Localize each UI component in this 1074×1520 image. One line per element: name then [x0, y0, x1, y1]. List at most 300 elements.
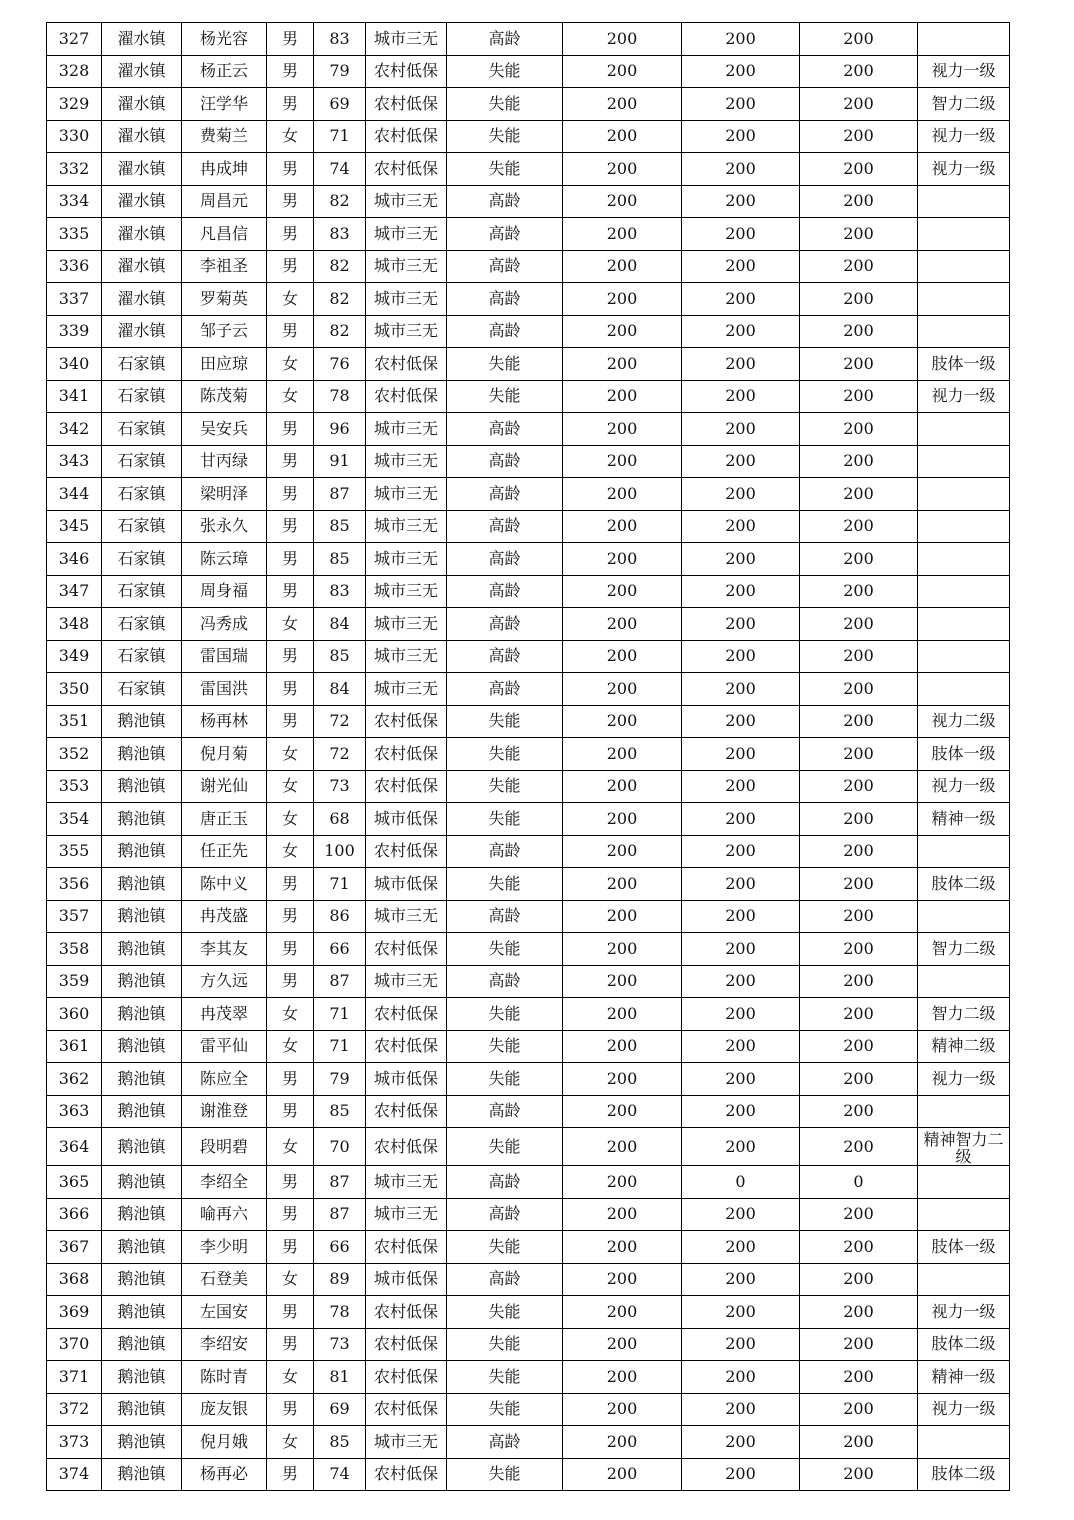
serial-number-cell: 346 [47, 543, 102, 576]
amount-cell-1: 200 [563, 1458, 682, 1491]
gender-cell: 男 [267, 965, 314, 998]
age-cell: 68 [314, 803, 366, 836]
name-cell: 唐正玉 [182, 803, 267, 836]
serial-number-cell: 364 [47, 1128, 102, 1166]
name-cell: 方久远 [182, 965, 267, 998]
table-row [47, 413, 1010, 446]
gender-cell: 女 [267, 1030, 314, 1063]
type-cell: 失能 [447, 803, 563, 836]
serial-number-cell: 357 [47, 900, 102, 933]
serial-number-cell: 347 [47, 575, 102, 608]
gender-cell: 女 [267, 1426, 314, 1459]
age-cell: 86 [314, 900, 366, 933]
amount-cell-3: 200 [800, 900, 918, 933]
amount-cell-2: 200 [682, 348, 800, 381]
type-cell: 失能 [447, 705, 563, 738]
type-cell: 失能 [447, 1458, 563, 1491]
age-cell: 66 [314, 1231, 366, 1264]
name-cell: 杨正云 [182, 55, 267, 88]
serial-number-cell: 356 [47, 868, 102, 901]
name-cell: 倪月菊 [182, 738, 267, 771]
type-cell: 高龄 [447, 510, 563, 543]
town-cell: 濯水镇 [102, 250, 182, 283]
amount-cell-3: 200 [800, 413, 918, 446]
serial-number-cell: 361 [47, 1030, 102, 1063]
table-row [47, 933, 1010, 966]
town-cell: 濯水镇 [102, 283, 182, 316]
amount-cell-3: 200 [800, 218, 918, 251]
amount-cell-2: 200 [682, 55, 800, 88]
serial-number-cell: 373 [47, 1426, 102, 1459]
amount-cell-1: 200 [563, 1063, 682, 1096]
disability-cell: 精神智力二级 [918, 1128, 1010, 1166]
category-cell: 城市三无 [366, 283, 447, 316]
type-cell: 高龄 [447, 218, 563, 251]
amount-cell-3: 200 [800, 640, 918, 673]
age-cell: 73 [314, 1328, 366, 1361]
disability-cell [918, 315, 1010, 348]
amount-cell-3: 200 [800, 1231, 918, 1264]
town-cell: 鹅池镇 [102, 738, 182, 771]
table-row [47, 1393, 1010, 1426]
table-row [47, 965, 1010, 998]
age-cell: 78 [314, 1296, 366, 1329]
town-cell: 鹅池镇 [102, 1198, 182, 1231]
disability-cell: 视力二级 [918, 705, 1010, 738]
gender-cell: 男 [267, 185, 314, 218]
serial-number-cell: 342 [47, 413, 102, 446]
category-cell: 城市低保 [366, 1063, 447, 1096]
disability-cell: 精神一级 [918, 803, 1010, 836]
table-row [47, 1231, 1010, 1264]
type-cell: 高龄 [447, 543, 563, 576]
type-cell: 高龄 [447, 23, 563, 56]
amount-cell-1: 200 [563, 315, 682, 348]
name-cell: 雷平仙 [182, 1030, 267, 1063]
town-cell: 濯水镇 [102, 315, 182, 348]
gender-cell: 男 [267, 543, 314, 576]
disability-cell [918, 478, 1010, 511]
table-row [47, 1361, 1010, 1394]
table-row [47, 1263, 1010, 1296]
disability-cell: 肢体二级 [918, 1458, 1010, 1491]
type-cell: 失能 [447, 380, 563, 413]
name-cell: 杨再必 [182, 1458, 267, 1491]
age-cell: 78 [314, 380, 366, 413]
amount-cell-1: 200 [563, 705, 682, 738]
name-cell: 杨再林 [182, 705, 267, 738]
gender-cell: 女 [267, 770, 314, 803]
town-cell: 鹅池镇 [102, 770, 182, 803]
amount-cell-1: 200 [563, 348, 682, 381]
beneficiary-table [46, 22, 1010, 1491]
serial-number-cell: 343 [47, 445, 102, 478]
town-cell: 濯水镇 [102, 23, 182, 56]
category-cell: 城市三无 [366, 23, 447, 56]
gender-cell: 女 [267, 738, 314, 771]
name-cell: 陈茂菊 [182, 380, 267, 413]
serial-number-cell: 349 [47, 640, 102, 673]
town-cell: 石家镇 [102, 673, 182, 706]
amount-cell-3: 200 [800, 510, 918, 543]
amount-cell-1: 200 [563, 1328, 682, 1361]
gender-cell: 女 [267, 1128, 314, 1166]
table-row [47, 478, 1010, 511]
serial-number-cell: 335 [47, 218, 102, 251]
amount-cell-3: 200 [800, 965, 918, 998]
amount-cell-3: 200 [800, 315, 918, 348]
category-cell: 城市三无 [366, 445, 447, 478]
age-cell: 85 [314, 543, 366, 576]
town-cell: 鹅池镇 [102, 900, 182, 933]
gender-cell: 女 [267, 380, 314, 413]
amount-cell-1: 200 [563, 380, 682, 413]
amount-cell-1: 200 [563, 510, 682, 543]
amount-cell-1: 200 [563, 1128, 682, 1166]
serial-number-cell: 371 [47, 1361, 102, 1394]
amount-cell-1: 200 [563, 575, 682, 608]
name-cell: 倪月娥 [182, 1426, 267, 1459]
table-row [47, 803, 1010, 836]
amount-cell-3: 200 [800, 1296, 918, 1329]
amount-cell-1: 200 [563, 1393, 682, 1426]
amount-cell-1: 200 [563, 998, 682, 1031]
amount-cell-3: 200 [800, 1063, 918, 1096]
type-cell: 失能 [447, 120, 563, 153]
amount-cell-2: 200 [682, 965, 800, 998]
disability-cell [918, 1166, 1010, 1199]
amount-cell-1: 200 [563, 120, 682, 153]
amount-cell-3: 200 [800, 738, 918, 771]
serial-number-cell: 332 [47, 153, 102, 186]
disability-cell [918, 1095, 1010, 1128]
serial-number-cell: 344 [47, 478, 102, 511]
type-cell: 失能 [447, 1296, 563, 1329]
category-cell: 农村低保 [366, 738, 447, 771]
name-cell: 李绍全 [182, 1166, 267, 1199]
serial-number-cell: 372 [47, 1393, 102, 1426]
age-cell: 76 [314, 348, 366, 381]
age-cell: 96 [314, 413, 366, 446]
table-row [47, 315, 1010, 348]
table-row [47, 250, 1010, 283]
serial-number-cell: 340 [47, 348, 102, 381]
amount-cell-2: 200 [682, 738, 800, 771]
category-cell: 农村低保 [366, 120, 447, 153]
amount-cell-2: 200 [682, 88, 800, 121]
town-cell: 鹅池镇 [102, 1263, 182, 1296]
town-cell: 鹅池镇 [102, 1128, 182, 1166]
category-cell: 城市三无 [366, 413, 447, 446]
disability-cell [918, 543, 1010, 576]
name-cell: 任正先 [182, 835, 267, 868]
name-cell: 冯秀成 [182, 608, 267, 641]
amount-cell-3: 200 [800, 1030, 918, 1063]
name-cell: 冉茂翠 [182, 998, 267, 1031]
table-row [47, 543, 1010, 576]
amount-cell-2: 200 [682, 770, 800, 803]
amount-cell-3: 200 [800, 803, 918, 836]
amount-cell-2: 200 [682, 1296, 800, 1329]
type-cell: 失能 [447, 88, 563, 121]
name-cell: 陈应全 [182, 1063, 267, 1096]
gender-cell: 女 [267, 120, 314, 153]
disability-cell: 智力二级 [918, 933, 1010, 966]
age-cell: 85 [314, 640, 366, 673]
name-cell: 陈中义 [182, 868, 267, 901]
town-cell: 鹅池镇 [102, 998, 182, 1031]
name-cell: 张永久 [182, 510, 267, 543]
serial-number-cell: 360 [47, 998, 102, 1031]
amount-cell-1: 200 [563, 770, 682, 803]
disability-cell: 视力一级 [918, 1296, 1010, 1329]
disability-cell: 肢体一级 [918, 1231, 1010, 1264]
category-cell: 城市三无 [366, 185, 447, 218]
town-cell: 石家镇 [102, 543, 182, 576]
age-cell: 82 [314, 283, 366, 316]
town-cell: 鹅池镇 [102, 1393, 182, 1426]
category-cell: 农村低保 [366, 153, 447, 186]
amount-cell-3: 200 [800, 348, 918, 381]
amount-cell-2: 0 [682, 1166, 800, 1199]
category-cell: 农村低保 [366, 1030, 447, 1063]
age-cell: 79 [314, 1063, 366, 1096]
amount-cell-3: 200 [800, 673, 918, 706]
serial-number-cell: 369 [47, 1296, 102, 1329]
gender-cell: 男 [267, 510, 314, 543]
name-cell: 庞友银 [182, 1393, 267, 1426]
serial-number-cell: 366 [47, 1198, 102, 1231]
age-cell: 83 [314, 23, 366, 56]
gender-cell: 男 [267, 1393, 314, 1426]
age-cell: 84 [314, 608, 366, 641]
table-row [47, 998, 1010, 1031]
amount-cell-1: 200 [563, 478, 682, 511]
age-cell: 81 [314, 1361, 366, 1394]
category-cell: 城市三无 [366, 315, 447, 348]
gender-cell: 女 [267, 1361, 314, 1394]
amount-cell-1: 200 [563, 1426, 682, 1459]
type-cell: 高龄 [447, 1263, 563, 1296]
category-cell: 农村低保 [366, 55, 447, 88]
age-cell: 74 [314, 153, 366, 186]
table-row [47, 1426, 1010, 1459]
serial-number-cell: 339 [47, 315, 102, 348]
gender-cell: 男 [267, 1198, 314, 1231]
disability-cell [918, 1426, 1010, 1459]
name-cell: 周身福 [182, 575, 267, 608]
type-cell: 高龄 [447, 673, 563, 706]
age-cell: 87 [314, 1198, 366, 1231]
name-cell: 田应琼 [182, 348, 267, 381]
type-cell: 失能 [447, 1128, 563, 1166]
serial-number-cell: 327 [47, 23, 102, 56]
disability-cell: 智力二级 [918, 998, 1010, 1031]
table-row [47, 673, 1010, 706]
gender-cell: 男 [267, 1063, 314, 1096]
type-cell: 高龄 [447, 900, 563, 933]
amount-cell-1: 200 [563, 445, 682, 478]
category-cell: 农村低保 [366, 705, 447, 738]
disability-cell [918, 413, 1010, 446]
amount-cell-2: 200 [682, 120, 800, 153]
amount-cell-3: 200 [800, 575, 918, 608]
town-cell: 濯水镇 [102, 120, 182, 153]
amount-cell-2: 200 [682, 250, 800, 283]
town-cell: 鹅池镇 [102, 1296, 182, 1329]
amount-cell-3: 200 [800, 250, 918, 283]
type-cell: 高龄 [447, 835, 563, 868]
amount-cell-1: 200 [563, 868, 682, 901]
table-row [47, 445, 1010, 478]
type-cell: 失能 [447, 1030, 563, 1063]
name-cell: 梁明泽 [182, 478, 267, 511]
town-cell: 鹅池镇 [102, 1095, 182, 1128]
type-cell: 失能 [447, 1361, 563, 1394]
category-cell: 城市三无 [366, 218, 447, 251]
category-cell: 农村低保 [366, 1328, 447, 1361]
serial-number-cell: 358 [47, 933, 102, 966]
name-cell: 李祖圣 [182, 250, 267, 283]
age-cell: 70 [314, 1128, 366, 1166]
type-cell: 失能 [447, 55, 563, 88]
name-cell: 冉成坤 [182, 153, 267, 186]
amount-cell-1: 200 [563, 900, 682, 933]
gender-cell: 男 [267, 1458, 314, 1491]
gender-cell: 女 [267, 803, 314, 836]
category-cell: 城市三无 [366, 1426, 447, 1459]
disability-cell: 肢体二级 [918, 868, 1010, 901]
name-cell: 汪学华 [182, 88, 267, 121]
amount-cell-1: 200 [563, 283, 682, 316]
town-cell: 濯水镇 [102, 185, 182, 218]
name-cell: 罗菊英 [182, 283, 267, 316]
serial-number-cell: 336 [47, 250, 102, 283]
category-cell: 城市三无 [366, 900, 447, 933]
type-cell: 失能 [447, 933, 563, 966]
amount-cell-2: 200 [682, 218, 800, 251]
gender-cell: 男 [267, 1095, 314, 1128]
table-row [47, 1063, 1010, 1096]
category-cell: 城市低保 [366, 868, 447, 901]
disability-cell [918, 640, 1010, 673]
disability-cell: 肢体一级 [918, 348, 1010, 381]
name-cell: 李绍安 [182, 1328, 267, 1361]
amount-cell-2: 200 [682, 575, 800, 608]
name-cell: 邹子云 [182, 315, 267, 348]
serial-number-cell: 341 [47, 380, 102, 413]
disability-cell: 肢体二级 [918, 1328, 1010, 1361]
town-cell: 鹅池镇 [102, 1231, 182, 1264]
age-cell: 85 [314, 510, 366, 543]
amount-cell-1: 200 [563, 835, 682, 868]
amount-cell-1: 200 [563, 965, 682, 998]
disability-cell: 视力一级 [918, 153, 1010, 186]
amount-cell-3: 200 [800, 1198, 918, 1231]
amount-cell-3: 200 [800, 23, 918, 56]
disability-cell: 视力一级 [918, 55, 1010, 88]
gender-cell: 男 [267, 153, 314, 186]
gender-cell: 男 [267, 575, 314, 608]
gender-cell: 男 [267, 250, 314, 283]
disability-cell: 视力一级 [918, 120, 1010, 153]
amount-cell-2: 200 [682, 1426, 800, 1459]
amount-cell-2: 200 [682, 1458, 800, 1491]
gender-cell: 男 [267, 478, 314, 511]
table-row [47, 575, 1010, 608]
category-cell: 农村低保 [366, 1361, 447, 1394]
age-cell: 66 [314, 933, 366, 966]
amount-cell-3: 200 [800, 543, 918, 576]
serial-number-cell: 352 [47, 738, 102, 771]
name-cell: 段明碧 [182, 1128, 267, 1166]
type-cell: 高龄 [447, 413, 563, 446]
amount-cell-2: 200 [682, 283, 800, 316]
amount-cell-3: 200 [800, 445, 918, 478]
table-row [47, 120, 1010, 153]
amount-cell-2: 200 [682, 315, 800, 348]
category-cell: 农村低保 [366, 998, 447, 1031]
amount-cell-2: 200 [682, 185, 800, 218]
amount-cell-3: 200 [800, 88, 918, 121]
amount-cell-1: 200 [563, 23, 682, 56]
age-cell: 100 [314, 835, 366, 868]
amount-cell-2: 200 [682, 900, 800, 933]
table-row [47, 1095, 1010, 1128]
type-cell: 失能 [447, 348, 563, 381]
table-row [47, 283, 1010, 316]
serial-number-cell: 365 [47, 1166, 102, 1199]
town-cell: 濯水镇 [102, 88, 182, 121]
town-cell: 石家镇 [102, 445, 182, 478]
age-cell: 87 [314, 478, 366, 511]
town-cell: 石家镇 [102, 510, 182, 543]
age-cell: 73 [314, 770, 366, 803]
type-cell: 高龄 [447, 608, 563, 641]
amount-cell-2: 200 [682, 1361, 800, 1394]
age-cell: 89 [314, 1263, 366, 1296]
amount-cell-3: 200 [800, 1361, 918, 1394]
type-cell: 高龄 [447, 478, 563, 511]
gender-cell: 男 [267, 315, 314, 348]
amount-cell-2: 200 [682, 1328, 800, 1361]
type-cell: 高龄 [447, 250, 563, 283]
type-cell: 高龄 [447, 445, 563, 478]
age-cell: 71 [314, 1030, 366, 1063]
name-cell: 石登美 [182, 1263, 267, 1296]
type-cell: 高龄 [447, 315, 563, 348]
gender-cell: 女 [267, 608, 314, 641]
disability-cell: 智力二级 [918, 88, 1010, 121]
amount-cell-2: 200 [682, 543, 800, 576]
amount-cell-3: 200 [800, 1426, 918, 1459]
table-row [47, 868, 1010, 901]
table-row [47, 1458, 1010, 1491]
amount-cell-3: 200 [800, 478, 918, 511]
age-cell: 69 [314, 88, 366, 121]
gender-cell: 女 [267, 283, 314, 316]
category-cell: 城市三无 [366, 640, 447, 673]
age-cell: 71 [314, 120, 366, 153]
name-cell: 谢光仙 [182, 770, 267, 803]
disability-cell [918, 673, 1010, 706]
gender-cell: 男 [267, 445, 314, 478]
amount-cell-1: 200 [563, 738, 682, 771]
type-cell: 高龄 [447, 185, 563, 218]
amount-cell-2: 200 [682, 835, 800, 868]
gender-cell: 女 [267, 998, 314, 1031]
amount-cell-2: 200 [682, 153, 800, 186]
